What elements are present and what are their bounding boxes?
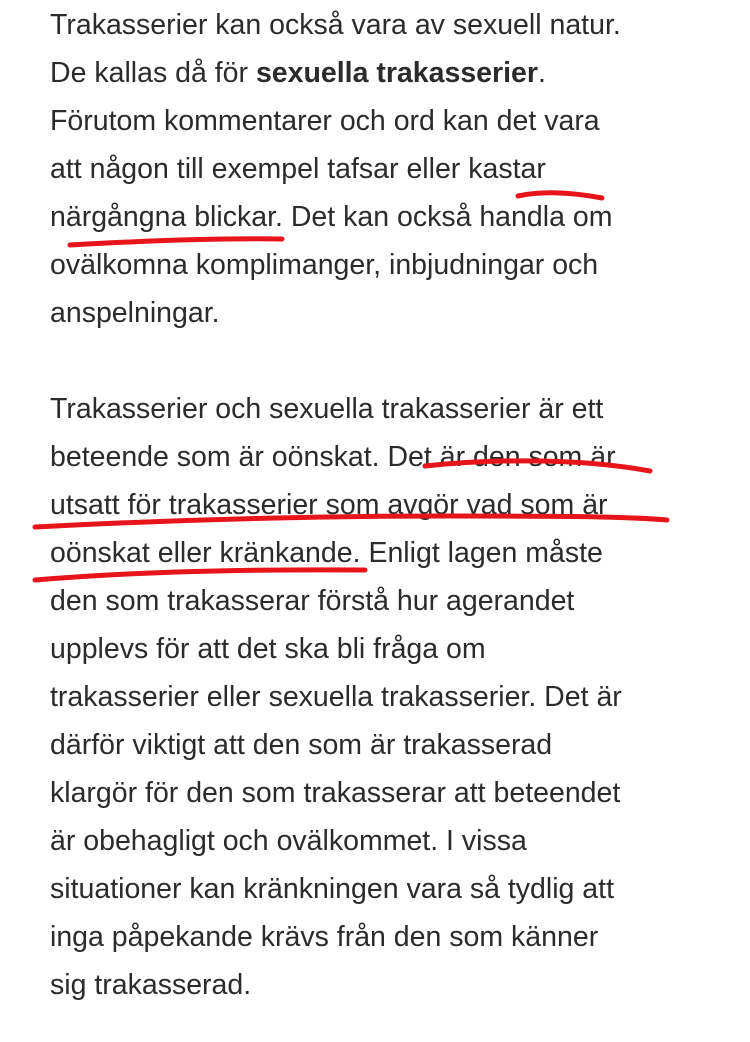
text-segment: De kallas då för	[50, 57, 256, 89]
text-line: Förutom kommentarer och ord kan det vara	[50, 105, 600, 137]
text-line: anspelningar.	[50, 297, 220, 329]
text-line: Trakasserier kan också vara av sexuell natur.	[50, 9, 621, 41]
text-line: beteende som är oönskat. Det är den som är	[50, 441, 616, 473]
text-line	[50, 49, 710, 97]
text-line: trakasserier eller sexuella trakasserier. Det är	[50, 681, 622, 713]
text-line: ovälkomna komplimanger, inbjudningar och	[50, 249, 599, 281]
text-line: upplevs för att det ska bli fråga om	[50, 633, 486, 665]
bold-term: sexuella trakasserier	[255, 57, 538, 89]
text-line: den som trakasserar förstå hur agerandet	[50, 585, 575, 617]
text-segment: .	[538, 57, 546, 89]
text-line: situationer kan kränkningen vara så tydlig att	[50, 873, 614, 905]
text-line: utsatt för trakasserier som avgör vad som är	[50, 489, 608, 521]
paragraph-gap	[50, 337, 710, 385]
article-body	[50, 0, 710, 1009]
text-line: att någon till exempel tafsar eller kastar	[50, 153, 546, 185]
text-line: oönskat eller kränkande. Enligt lagen måste	[50, 537, 603, 569]
text-line: Trakasserier och sexuella trakasserier är ett	[50, 393, 604, 425]
paragraph-sexual-harassment	[50, 1, 710, 337]
text-line: sig trakasserad.	[50, 969, 252, 1001]
text-line: närgångna blickar. Det kan också handla om	[50, 201, 613, 233]
text-line: är obehagligt och ovälkommet. I vissa	[50, 825, 527, 857]
text-line: inga påpekande krävs från den som känner	[50, 921, 599, 953]
text-line: därför viktigt att den som är trakasserad	[50, 729, 553, 761]
text-line: klargör för den som trakasserar att beteendet	[50, 777, 621, 809]
paragraph-unwanted-behaviour	[50, 385, 710, 1009]
